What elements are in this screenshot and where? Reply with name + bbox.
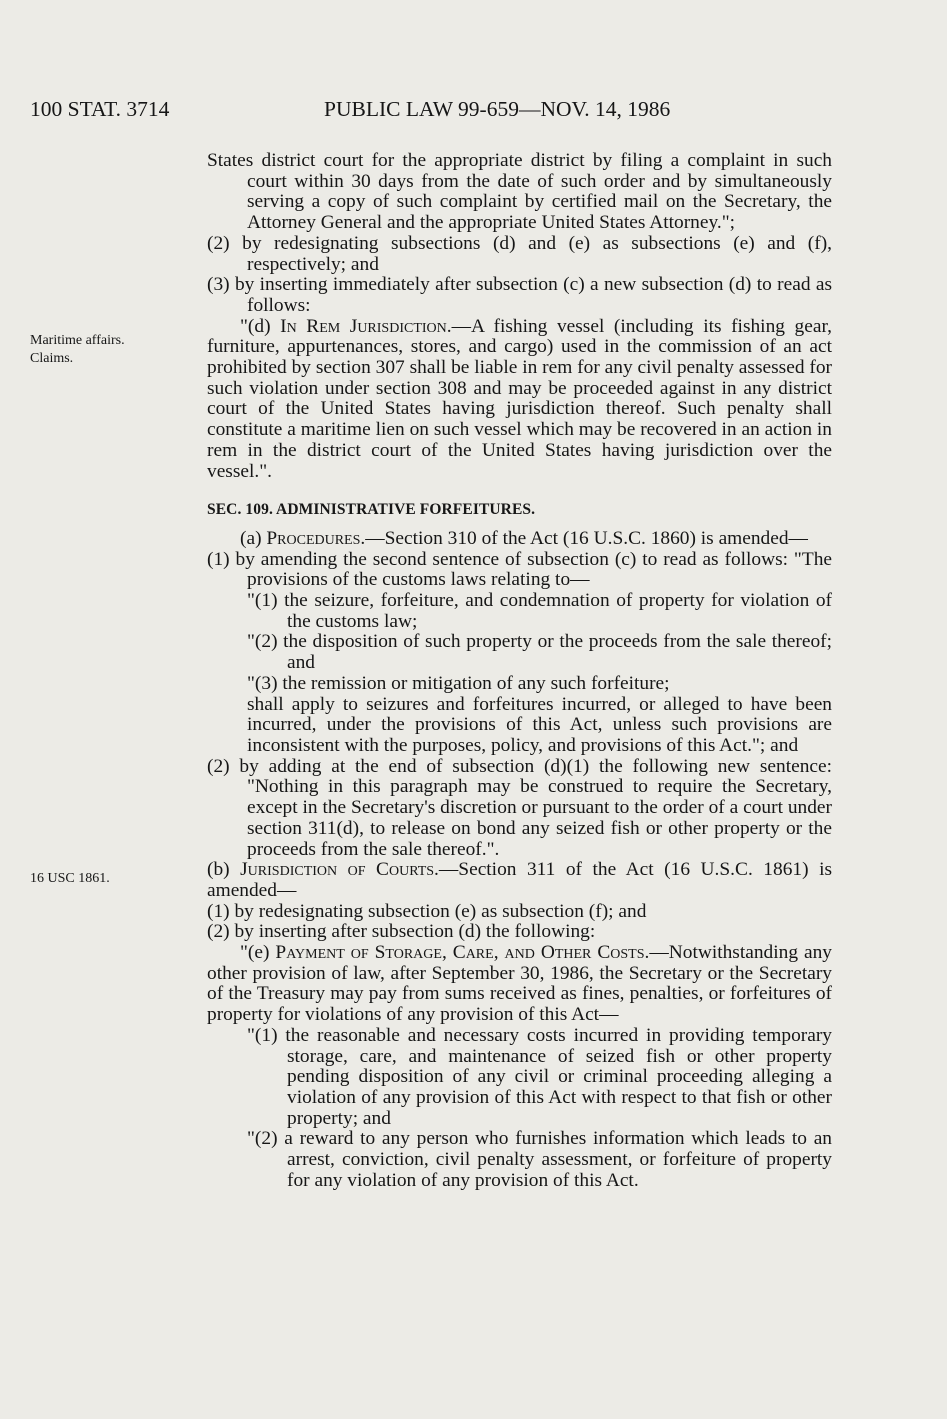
- paragraph-a-quote-3: "(3) the remission or mitigation of any such forfeiture;: [247, 672, 670, 694]
- subsection-d-heading: In Rem Jurisdiction.: [280, 315, 452, 337]
- paragraph-a-wrap: shall apply to seizures and forfeitures incurred, or alleged to have been incurred, under the provisions of this Act, unless such provisions are inconsistent with the purposes, policy, and provisions of this Act."; and: [247, 693, 832, 756]
- subsection-b-text: —Section 311 of the Act (16 U.S.C. 1861) is amended—: [207, 859, 832, 901]
- subsection-e-number: "(e): [240, 942, 276, 964]
- paragraph-b-item-2: (2) by inserting after subsection (d) the following:: [207, 921, 596, 943]
- subsection-e-text: —Notwithstanding any other provision of law, after September 30, 1986, the Secretary or the Secretary of the Treasury may pay from sums received as fines, penalties, or forfeitures of property for violations of any provision of this Act—: [207, 942, 832, 1026]
- subsection-a-text: —Section 310 of the Act (16 U.S.C. 1860) is amended—: [365, 527, 808, 549]
- paragraph-continuation: States district court for the appropriate district by filing a complaint in such court within 30 days from the date of such order and by simultaneously serving a copy of such complaint by certified mail on the Secretary, the Attorney General and the appropriate United States Attorney.";: [207, 150, 832, 234]
- body-text: [207, 151, 832, 1191]
- paragraph-b-item-1: (1) by redesignating subsection (e) as subsection (f); and: [207, 900, 647, 922]
- paragraph-a-quote-1: "(1) the seizure, forfeiture, and condemnation of property for violation of the customs law;: [247, 590, 832, 632]
- margin-note-maritime-affairs: Maritime affairs.: [30, 333, 125, 348]
- subsection-b-heading: Jurisdiction of Courts.: [240, 859, 439, 881]
- paragraph-e-item-2: "(2) a reward to any person who furnishes information which leads to an arrest, conviction, civil penalty assessment, or forfeiture of property for any violation of any provision of this Act.: [247, 1128, 832, 1191]
- paragraph-subsection-a: [207, 529, 832, 550]
- statute-folio: 100 STAT. 3714: [30, 97, 170, 121]
- paragraph-subsection-e: [207, 943, 832, 1026]
- paragraph-a-item-2: (2) by adding at the end of subsection (d)(1) the following new sentence: "Nothing in this paragraph may be construed to require the Secretary, except in the Secretary's discretion or pursuant to the order of a court under section 311(d), to release on bond any seized fish or other property or the proceeds from the sale thereof.".: [207, 755, 832, 860]
- subsection-e-heading: Payment of Storage, Care, and Other Costs.: [275, 942, 650, 964]
- margin-note-claims: Claims.: [30, 351, 74, 366]
- paragraph-item-3: (3) by inserting immediately after subsection (c) a new subsection (d) to read as follows:: [207, 274, 832, 316]
- subsection-b-number: (b): [207, 859, 241, 881]
- paragraph-a-item-1: (1) by amending the second sentence of subsection (c) to read as follows: "The provisions of the customs laws relating to—: [207, 548, 832, 591]
- paragraph-subsection-b: [207, 860, 832, 901]
- paragraph-item-2: (2) by redesignating subsections (d) and (e) as subsections (e) and (f), respectively; and: [207, 232, 832, 275]
- paragraph-a-quote-2: "(2) the disposition of such property or the proceeds from the sale thereof; and: [247, 631, 832, 674]
- section-heading: SEC. 109. ADMINISTRATIVE FORFEITURES.: [207, 501, 536, 519]
- paragraph-subsection-d: [207, 317, 832, 483]
- paragraph-e-item-1: "(1) the reasonable and necessary costs incurred in providing temporary storage, care, and maintenance of seized fish or other property pending disposition of any civil or criminal proceeding alleging a violation of any provision of this Act with respect to that fish or other property; and: [247, 1024, 832, 1129]
- subsection-d-text: —A fishing vessel (including its fishing gear, furniture, appurtenances, stores, and cargo) used in the commission of an act prohibited by section 307 shall be liable in rem for any civil penalty assessed for such violation under section 308 and may be proceeded against in any district court of the United States having jurisdiction thereof. Such penalty shall constitute a maritime lien on such vessel which may be recovered in an action in rem in the district court of the United States having jurisdiction over the vessel.".: [207, 315, 832, 482]
- running-title: PUBLIC LAW 99-659—NOV. 14, 1986: [324, 97, 671, 121]
- subsection-a-number: (a): [240, 527, 267, 549]
- subsection-a-heading: Procedures.: [266, 527, 366, 549]
- margin-note-usc-citation: 16 USC 1861.: [30, 871, 110, 886]
- subsection-d-number: "(d): [240, 315, 281, 337]
